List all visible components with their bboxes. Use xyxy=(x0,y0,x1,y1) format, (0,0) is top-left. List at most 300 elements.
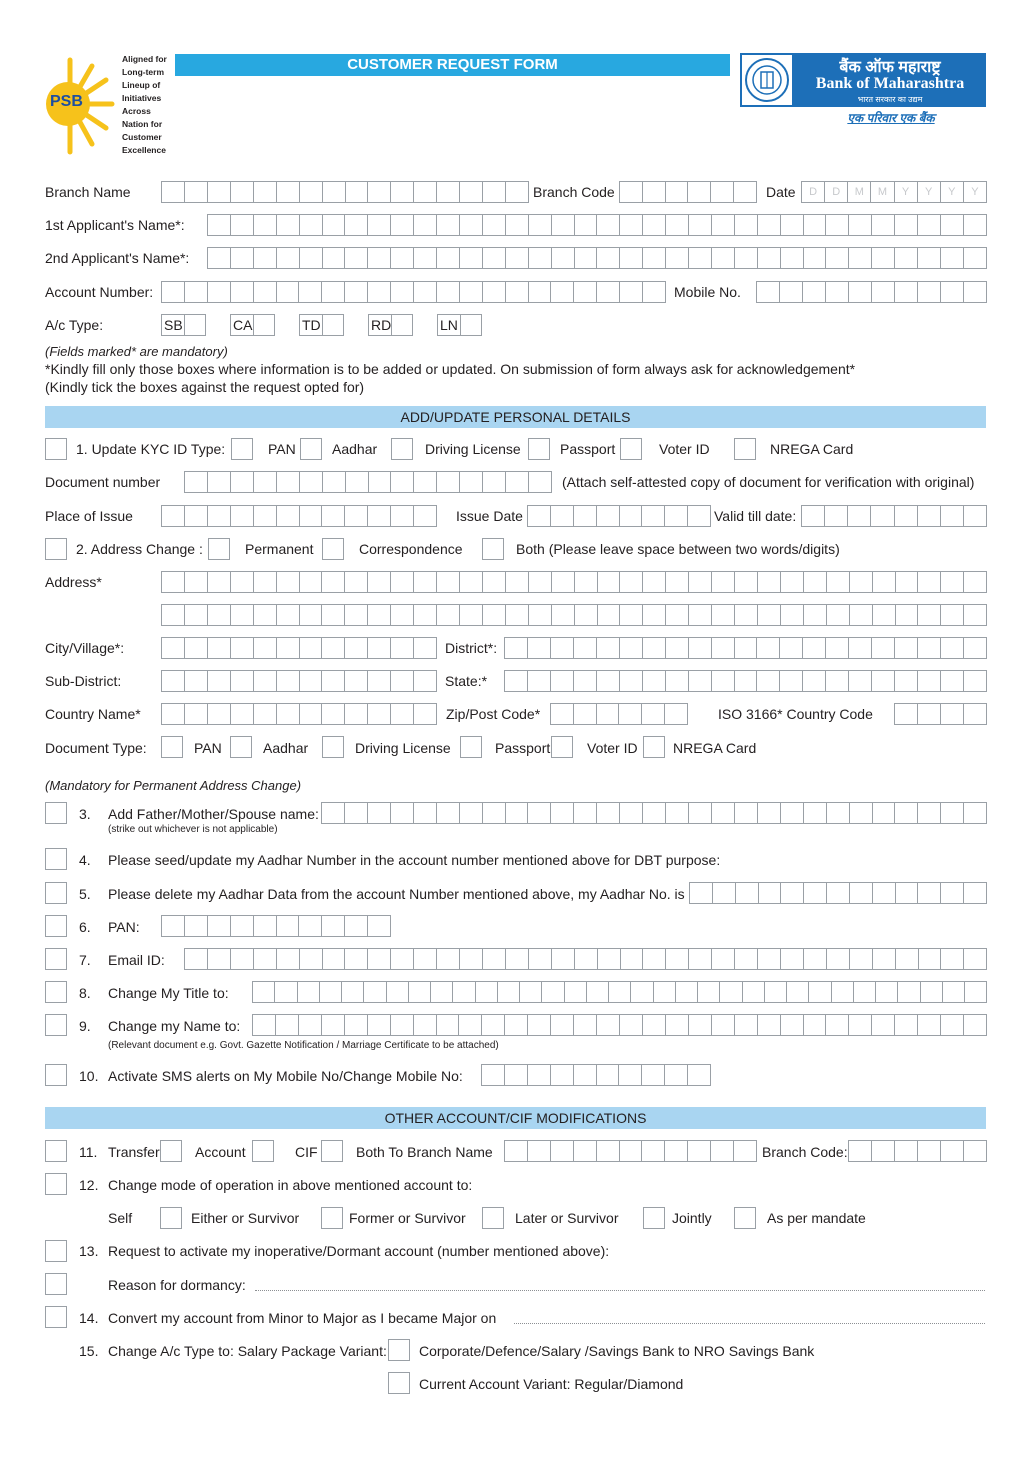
ac-type-ln-checkbox[interactable] xyxy=(460,314,482,336)
input-cell[interactable] xyxy=(320,982,342,1002)
input-cell[interactable] xyxy=(918,605,941,625)
input-cell[interactable] xyxy=(919,949,942,969)
input-cell[interactable] xyxy=(437,215,460,235)
input-cell[interactable] xyxy=(895,638,918,658)
input-cell[interactable] xyxy=(551,1065,574,1085)
input-cell[interactable] xyxy=(850,949,873,969)
input-cell[interactable] xyxy=(460,605,483,625)
input-cell[interactable] xyxy=(735,605,758,625)
doc-type-aadhar-checkbox[interactable] xyxy=(230,736,252,758)
input-cell[interactable] xyxy=(918,215,941,235)
input-cell[interactable] xyxy=(254,671,277,691)
input-cell[interactable] xyxy=(735,638,758,658)
input-cell[interactable] xyxy=(231,638,254,658)
input-cell[interactable] xyxy=(300,605,323,625)
input-cell[interactable] xyxy=(873,803,896,823)
place-of-issue-boxes[interactable] xyxy=(161,505,437,527)
input-cell[interactable] xyxy=(690,883,713,903)
input-cell[interactable] xyxy=(528,638,551,658)
input-cell[interactable] xyxy=(437,1015,460,1035)
input-cell[interactable] xyxy=(666,605,689,625)
input-cell[interactable] xyxy=(231,506,254,526)
input-cell[interactable] xyxy=(208,916,231,936)
input-cell[interactable] xyxy=(231,215,254,235)
input-cell[interactable] xyxy=(551,704,574,724)
input-cell[interactable] xyxy=(185,916,208,936)
input-cell[interactable] xyxy=(941,248,964,268)
input-cell[interactable] xyxy=(642,1065,665,1085)
input-cell[interactable] xyxy=(414,605,437,625)
input-cell[interactable] xyxy=(964,671,986,691)
input-cell[interactable] xyxy=(804,605,827,625)
input-cell[interactable] xyxy=(276,1015,299,1035)
input-cell[interactable] xyxy=(597,282,620,302)
input-cell[interactable] xyxy=(414,282,437,302)
input-cell[interactable] xyxy=(826,215,849,235)
input-cell[interactable] xyxy=(368,916,390,936)
input-cell[interactable] xyxy=(459,1015,482,1035)
input-cell[interactable] xyxy=(528,1065,551,1085)
input-cell[interactable] xyxy=(941,605,964,625)
input-cell[interactable] xyxy=(254,472,277,492)
input-cell[interactable] xyxy=(414,572,437,592)
input-cell[interactable] xyxy=(277,572,300,592)
input-cell[interactable] xyxy=(162,282,185,302)
input-cell[interactable] xyxy=(654,982,676,1002)
input-cell[interactable] xyxy=(231,282,254,302)
input-cell[interactable] xyxy=(597,704,620,724)
input-cell[interactable] xyxy=(643,638,666,658)
input-cell[interactable] xyxy=(231,182,254,202)
input-cell[interactable] xyxy=(712,1015,735,1035)
input-cell[interactable] xyxy=(529,949,552,969)
doc-type-pan-checkbox[interactable] xyxy=(161,736,183,758)
input-cell[interactable] xyxy=(780,671,803,691)
input-cell[interactable] xyxy=(735,671,758,691)
input-cell[interactable] xyxy=(665,1141,688,1161)
input-cell[interactable] xyxy=(575,215,598,235)
input-cell[interactable] xyxy=(345,916,368,936)
input-cell[interactable] xyxy=(254,638,277,658)
mode-jointly-checkbox[interactable] xyxy=(734,1207,756,1229)
input-cell[interactable] xyxy=(162,704,185,724)
input-cell[interactable] xyxy=(231,248,254,268)
issue-date-boxes[interactable] xyxy=(527,505,711,527)
input-cell[interactable] xyxy=(483,282,506,302)
input-cell[interactable] xyxy=(804,803,827,823)
input-cell[interactable] xyxy=(781,605,804,625)
ac-type-td-checkbox[interactable] xyxy=(322,314,344,336)
input-cell[interactable] xyxy=(872,282,895,302)
input-cell[interactable] xyxy=(483,472,506,492)
kyc-dl-checkbox[interactable] xyxy=(391,438,413,460)
input-cell[interactable] xyxy=(300,572,323,592)
input-cell[interactable] xyxy=(231,671,254,691)
transfer-both-checkbox[interactable] xyxy=(321,1140,343,1162)
input-cell[interactable] xyxy=(643,1015,666,1035)
input-cell[interactable] xyxy=(895,704,918,724)
input-cell[interactable] xyxy=(391,704,414,724)
input-cell[interactable] xyxy=(575,605,598,625)
input-cell[interactable] xyxy=(642,1141,665,1161)
input-cell[interactable] xyxy=(551,803,574,823)
input-cell[interactable] xyxy=(345,248,368,268)
input-cell[interactable] xyxy=(345,572,368,592)
input-cell[interactable] xyxy=(666,803,689,823)
input-cell[interactable] xyxy=(688,1141,711,1161)
input-cell[interactable] xyxy=(666,572,689,592)
input-cell[interactable] xyxy=(529,282,552,302)
input-cell[interactable] xyxy=(253,982,275,1002)
input-cell[interactable] xyxy=(712,248,735,268)
input-cell[interactable] xyxy=(506,182,528,202)
item4-checkbox[interactable] xyxy=(45,848,67,870)
input-cell[interactable] xyxy=(275,982,297,1002)
item5-checkbox[interactable] xyxy=(45,882,67,904)
input-cell[interactable] xyxy=(781,248,804,268)
input-cell[interactable] xyxy=(827,883,850,903)
input-cell[interactable] xyxy=(964,1015,986,1035)
input-cell[interactable] xyxy=(826,248,849,268)
input-cell[interactable] xyxy=(300,704,323,724)
input-cell[interactable] xyxy=(918,704,941,724)
address-line2-boxes[interactable] xyxy=(161,604,987,626)
input-cell[interactable] xyxy=(666,248,689,268)
mode-self-checkbox[interactable] xyxy=(160,1207,182,1229)
input-cell[interactable] xyxy=(368,282,391,302)
input-cell[interactable] xyxy=(391,1015,414,1035)
input-cell[interactable] xyxy=(505,1065,528,1085)
input-cell[interactable] xyxy=(345,605,368,625)
applicant1-boxes[interactable] xyxy=(207,214,987,236)
kyc-passport-checkbox[interactable] xyxy=(528,438,550,460)
variant2-checkbox[interactable] xyxy=(388,1372,410,1394)
input-cell[interactable] xyxy=(345,1015,368,1035)
item10-checkbox[interactable] xyxy=(45,1064,67,1086)
input-cell[interactable] xyxy=(781,572,804,592)
input-cell[interactable] xyxy=(666,1015,689,1035)
input-cell[interactable] xyxy=(619,1065,642,1085)
input-cell[interactable] xyxy=(712,605,735,625)
input-cell[interactable] xyxy=(460,472,483,492)
valid-till-boxes[interactable] xyxy=(801,505,987,527)
input-cell[interactable] xyxy=(551,638,574,658)
input-cell[interactable] xyxy=(620,638,643,658)
input-cell[interactable] xyxy=(802,506,825,526)
input-cell[interactable] xyxy=(368,671,391,691)
input-cell[interactable] xyxy=(872,1015,895,1035)
input-cell[interactable] xyxy=(552,248,575,268)
input-cell[interactable] xyxy=(322,704,345,724)
input-cell[interactable] xyxy=(254,215,277,235)
input-cell[interactable] xyxy=(277,282,300,302)
input-cell[interactable] xyxy=(665,506,688,526)
input-cell[interactable] xyxy=(620,215,643,235)
input-cell[interactable] xyxy=(872,215,895,235)
input-cell[interactable] xyxy=(757,282,780,302)
address-correspondence-checkbox[interactable] xyxy=(322,538,344,560)
input-cell[interactable] xyxy=(735,803,758,823)
input-cell[interactable] xyxy=(895,671,918,691)
input-cell[interactable] xyxy=(551,1141,574,1161)
input-cell[interactable] xyxy=(552,572,575,592)
input-cell[interactable] xyxy=(941,1015,964,1035)
input-cell[interactable] xyxy=(300,638,323,658)
input-cell[interactable] xyxy=(528,671,551,691)
input-cell[interactable] xyxy=(666,949,689,969)
input-cell[interactable] xyxy=(185,472,208,492)
input-cell[interactable] xyxy=(162,506,185,526)
input-cell[interactable] xyxy=(346,182,369,202)
input-cell[interactable] xyxy=(345,638,368,658)
input-cell[interactable] xyxy=(735,248,758,268)
district-boxes[interactable] xyxy=(504,637,987,659)
kyc-aadhar-checkbox[interactable] xyxy=(300,438,322,460)
country-boxes[interactable] xyxy=(161,703,437,725)
input-cell[interactable] xyxy=(964,883,986,903)
input-cell[interactable] xyxy=(620,182,643,202)
input-cell[interactable] xyxy=(185,182,208,202)
input-cell[interactable] xyxy=(620,248,643,268)
input-cell[interactable] xyxy=(162,638,185,658)
input-cell[interactable] xyxy=(574,506,597,526)
input-cell[interactable] xyxy=(918,1015,941,1035)
input-cell[interactable] xyxy=(322,1015,345,1035)
input-cell[interactable] xyxy=(873,572,896,592)
input-cell[interactable] xyxy=(345,949,368,969)
input-cell[interactable] xyxy=(597,215,620,235)
input-cell[interactable] xyxy=(854,982,876,1002)
input-cell[interactable] xyxy=(872,638,895,658)
input-cell[interactable] xyxy=(758,1015,781,1035)
input-cell[interactable] xyxy=(323,215,346,235)
input-cell[interactable] xyxy=(345,506,368,526)
doc-type-dl-checkbox[interactable] xyxy=(322,736,344,758)
input-cell[interactable] xyxy=(528,506,551,526)
input-cell[interactable] xyxy=(506,572,529,592)
input-cell[interactable] xyxy=(804,883,827,903)
input-cell[interactable] xyxy=(364,982,386,1002)
input-cell[interactable] xyxy=(941,1141,964,1161)
input-cell[interactable] xyxy=(759,883,782,903)
input-cell[interactable] xyxy=(643,671,666,691)
input-cell[interactable] xyxy=(565,982,587,1002)
date-boxes[interactable]: D D M M Y Y Y Y xyxy=(801,181,987,203)
input-cell[interactable] xyxy=(712,215,735,235)
doc-number-boxes[interactable] xyxy=(184,471,552,493)
input-cell[interactable] xyxy=(277,949,300,969)
input-cell[interactable] xyxy=(368,803,391,823)
input-cell[interactable] xyxy=(803,282,826,302)
input-cell[interactable] xyxy=(620,506,643,526)
ac-type-rd-checkbox[interactable] xyxy=(391,314,413,336)
input-cell[interactable] xyxy=(299,916,322,936)
input-cell[interactable] xyxy=(964,282,986,302)
input-cell[interactable] xyxy=(964,248,986,268)
input-cell[interactable] xyxy=(208,248,231,268)
input-cell[interactable] xyxy=(208,182,231,202)
input-cell[interactable] xyxy=(689,572,712,592)
input-cell[interactable] xyxy=(505,1015,528,1035)
input-cell[interactable] xyxy=(941,671,964,691)
input-cell[interactable] xyxy=(368,638,391,658)
input-cell[interactable] xyxy=(574,1065,597,1085)
input-cell[interactable] xyxy=(643,803,666,823)
input-cell[interactable] xyxy=(552,215,575,235)
input-cell[interactable] xyxy=(368,248,391,268)
input-cell[interactable] xyxy=(895,506,918,526)
input-cell[interactable] xyxy=(322,671,345,691)
input-cell[interactable] xyxy=(231,605,254,625)
input-cell[interactable] xyxy=(643,282,665,302)
input-cell[interactable] xyxy=(506,803,529,823)
input-cell[interactable] xyxy=(895,282,918,302)
input-cell[interactable] xyxy=(643,182,666,202)
input-cell[interactable] xyxy=(162,916,185,936)
item8-boxes[interactable] xyxy=(252,981,987,1003)
input-cell[interactable] xyxy=(896,572,919,592)
input-cell[interactable] xyxy=(529,472,551,492)
input-cell[interactable] xyxy=(254,506,277,526)
input-cell[interactable] xyxy=(896,883,919,903)
input-cell[interactable] xyxy=(322,803,345,823)
input-cell[interactable] xyxy=(631,982,653,1002)
input-cell[interactable] xyxy=(300,506,323,526)
doc-type-passport-checkbox[interactable] xyxy=(460,736,482,758)
input-cell[interactable] xyxy=(231,572,254,592)
input-cell[interactable] xyxy=(529,248,552,268)
input-cell[interactable] xyxy=(587,982,609,1002)
item6-checkbox[interactable] xyxy=(45,915,67,937)
input-cell[interactable] xyxy=(529,215,552,235)
input-cell[interactable] xyxy=(620,1015,643,1035)
iso-boxes[interactable] xyxy=(894,703,987,725)
input-cell[interactable] xyxy=(689,248,712,268)
input-cell[interactable] xyxy=(298,982,320,1002)
input-cell[interactable] xyxy=(895,215,918,235)
transfer-account-checkbox[interactable] xyxy=(160,1140,182,1162)
input-cell[interactable] xyxy=(941,638,964,658)
input-cell[interactable] xyxy=(483,949,506,969)
input-cell[interactable] xyxy=(643,248,666,268)
input-cell[interactable] xyxy=(476,982,498,1002)
input-cell[interactable] xyxy=(277,215,300,235)
variant1-checkbox[interactable] xyxy=(388,1339,410,1361)
input-cell[interactable] xyxy=(253,1015,276,1035)
input-cell[interactable] xyxy=(277,916,300,936)
input-cell[interactable] xyxy=(575,949,598,969)
item7-checkbox[interactable] xyxy=(45,948,67,970)
input-cell[interactable] xyxy=(758,215,781,235)
input-cell[interactable] xyxy=(506,605,529,625)
input-cell[interactable] xyxy=(689,949,712,969)
item5-boxes[interactable] xyxy=(689,882,987,904)
input-cell[interactable] xyxy=(598,572,621,592)
input-cell[interactable] xyxy=(896,949,919,969)
input-cell[interactable] xyxy=(254,572,277,592)
item11-checkbox[interactable] xyxy=(45,1140,67,1162)
address-change-checkbox[interactable] xyxy=(45,538,67,560)
input-cell[interactable] xyxy=(437,282,460,302)
input-cell[interactable] xyxy=(827,605,850,625)
input-cell[interactable] xyxy=(964,506,986,526)
input-cell[interactable] xyxy=(483,215,506,235)
input-cell[interactable] xyxy=(323,949,346,969)
input-cell[interactable] xyxy=(277,248,300,268)
item8-checkbox[interactable] xyxy=(45,981,67,1003)
input-cell[interactable] xyxy=(208,506,231,526)
input-cell[interactable] xyxy=(781,803,804,823)
input-cell[interactable] xyxy=(391,638,414,658)
input-cell[interactable] xyxy=(506,215,529,235)
doc-type-voter-checkbox[interactable] xyxy=(551,736,573,758)
input-cell[interactable] xyxy=(460,572,483,592)
input-cell[interactable] xyxy=(208,572,231,592)
input-cell[interactable] xyxy=(781,949,804,969)
input-cell[interactable] xyxy=(849,248,872,268)
input-cell[interactable] xyxy=(666,182,689,202)
input-cell[interactable] xyxy=(453,982,475,1002)
input-cell[interactable] xyxy=(391,605,414,625)
input-cell[interactable] xyxy=(460,182,483,202)
input-cell[interactable] xyxy=(505,638,528,658)
item14-dotted-line[interactable] xyxy=(514,1322,985,1324)
input-cell[interactable] xyxy=(208,638,231,658)
ac-type-ca-checkbox[interactable] xyxy=(253,314,275,336)
transfer-branch-name-boxes[interactable] xyxy=(504,1140,757,1162)
input-cell[interactable] xyxy=(964,704,986,724)
kyc-voter-checkbox[interactable] xyxy=(620,438,642,460)
input-cell[interactable] xyxy=(758,605,781,625)
input-cell[interactable] xyxy=(688,1065,710,1085)
branch-code-boxes[interactable] xyxy=(619,181,757,203)
input-cell[interactable] xyxy=(665,1065,688,1085)
input-cell[interactable] xyxy=(346,472,369,492)
input-cell[interactable] xyxy=(832,982,854,1002)
input-cell[interactable] xyxy=(208,605,231,625)
input-cell[interactable] xyxy=(620,1141,643,1161)
reason-checkbox[interactable] xyxy=(45,1273,67,1295)
input-cell[interactable] xyxy=(414,704,436,724)
input-cell[interactable] xyxy=(964,638,986,658)
input-cell[interactable] xyxy=(895,1015,918,1035)
input-cell[interactable] xyxy=(345,704,368,724)
input-cell[interactable] xyxy=(322,916,345,936)
input-cell[interactable] xyxy=(804,215,827,235)
input-cell[interactable] xyxy=(185,605,208,625)
transfer-branch-code-boxes[interactable] xyxy=(848,1140,987,1162)
input-cell[interactable] xyxy=(551,671,574,691)
input-cell[interactable] xyxy=(208,949,231,969)
input-cell[interactable] xyxy=(231,916,254,936)
input-cell[interactable] xyxy=(825,506,848,526)
input-cell[interactable] xyxy=(850,883,873,903)
input-cell[interactable] xyxy=(765,982,787,1002)
input-cell[interactable] xyxy=(391,572,414,592)
input-cell[interactable] xyxy=(391,182,414,202)
input-cell[interactable] xyxy=(689,215,712,235)
input-cell[interactable] xyxy=(643,572,666,592)
input-cell[interactable] xyxy=(898,982,920,1002)
input-cell[interactable] xyxy=(300,182,323,202)
input-cell[interactable] xyxy=(387,982,409,1002)
input-cell[interactable] xyxy=(735,572,758,592)
input-cell[interactable] xyxy=(597,638,620,658)
input-cell[interactable] xyxy=(713,883,736,903)
input-cell[interactable] xyxy=(827,803,850,823)
input-cell[interactable] xyxy=(520,982,542,1002)
input-cell[interactable] xyxy=(254,949,277,969)
